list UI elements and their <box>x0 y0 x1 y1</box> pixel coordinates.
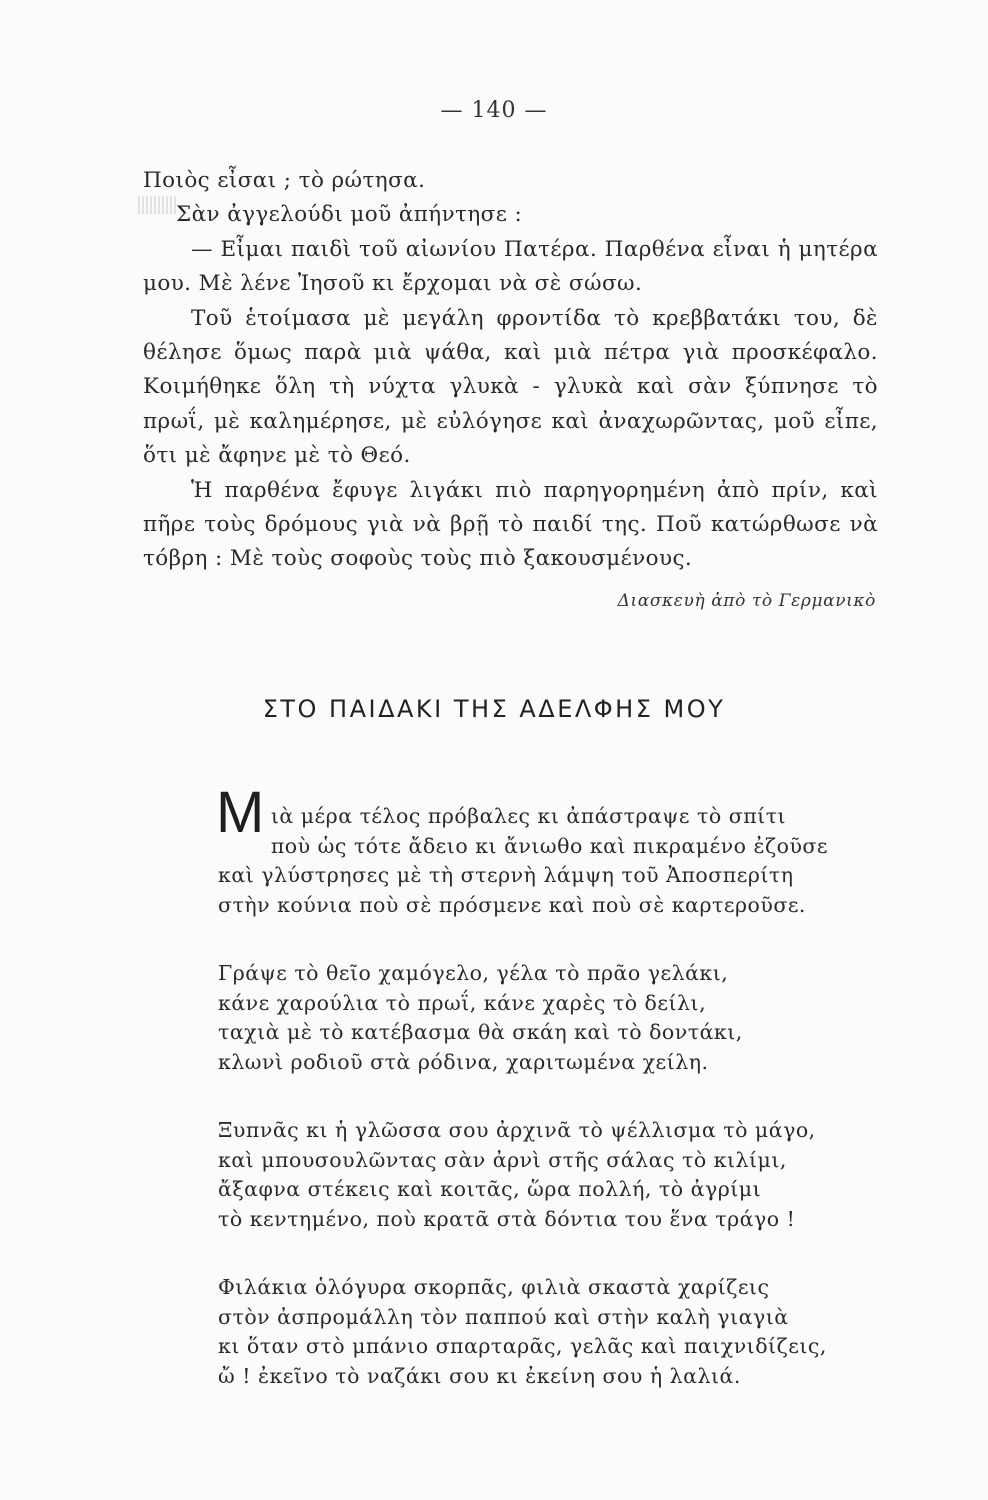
poem-line: ὤ ! ἐκεῖνο τὸ ναζάκι σου κι ἐκείνη σου ἡ λαλιά. <box>218 1363 741 1388</box>
prose-paragraph: Σὰν ἀγγελούδι μοῦ ἀπήντησε : <box>176 202 523 228</box>
poem-line: κάνε χαρούλια τὸ πρωΐ, κάνε χαρὲς τὸ δείλι, <box>218 990 707 1015</box>
prose-paragraph: Ἡ παρθένα ἔφυγε λιγάκι πιὸ παρηγορημένη ἀπὸ πρίν, καὶ πῆρε τοὺς δρόμους γιὰ νὰ βρῇ τὸ παιδί της. Ποῦ κατώρθωσε νὰ τόβρη : Μὲ τοὺς σοφοὺς τοὺς πιὸ ξακουσμένους. <box>143 477 878 572</box>
poem-stanza <box>218 959 858 1077</box>
poem <box>216 780 858 1430</box>
prose-paragraph: — Εἶμαι παιδὶ τοῦ αἰωνίου Πατέρα. Παρθένα εἶναι ἡ μητέρα μου. Μὲ λένε Ἰησοῦ κι ἔρχομαι νὰ σὲ σώσω. <box>143 236 878 297</box>
poem-line: Φιλάκια ὁλόγυρα σκορπᾶς, φιλιὰ σκαστὰ χαρίζεις <box>218 1275 770 1299</box>
poem-line: στὸν ἀσπρομάλλη τὸν παππού καὶ στὴν καλὴ γιαγιὰ <box>218 1304 789 1329</box>
poem-line: στὴν κούνια ποὺ σὲ πρόσμενε καὶ ποὺ σὲ καρτεροῦσε. <box>218 892 806 917</box>
prose-section <box>143 164 878 577</box>
poem-line: ποὺ ὡς τότε ἄδειο κι ἄνιωθο καὶ πικραμένο ἐζοῦσε <box>270 833 829 858</box>
poem-line: καὶ γλύστρησες μὲ τὴ στερνὴ λάμψη τοῦ Ἀποσπερίτη <box>218 863 794 887</box>
poem-stanza <box>218 1273 858 1391</box>
poem-line: Ξυπνᾶς κι ἡ γλῶσσα σου ἀρχινᾶ τὸ ψέλλισμα τὸ μάγο, <box>218 1118 816 1142</box>
poem-title: ΣΤΟ ΠΑΙΔΑΚΙ ΤΗΣ ΑΔΕΛΦΗΣ ΜΟΥ <box>262 695 726 723</box>
attribution: Διασκευὴ ἀπὸ τὸ Γερμανικὸ <box>617 591 876 611</box>
prose-paragraph: Τοῦ ἑτοίμασα μὲ μεγάλη φροντίδα τὸ κρεββατάκι του, δὲ θέλησε ὅμως παρὰ μιὰ ψάθα, καὶ μιὰ πέτρα γιὰ προσκέφαλο. Κοιμήθηκε ὅλη τὴ νύχτα γλυκὰ - γλυκὰ καὶ σὰν ξύπνησε τὸ πρωΐ, μὲ καλημέρησε, μὲ εὐλόγησε καὶ ἀναχωρῶντας, μοῦ εἶπε, ὅτι μὲ ἄφηνε μὲ τὸ Θεό. <box>143 305 878 469</box>
poem-line: ἄξαφνα στέκεις καὶ κοιτᾶς, ὥρα πολλή, τὸ ἀγρίμι <box>218 1177 762 1201</box>
prose-paragraph: Ποιὸς εἶσαι ; τὸ ρώτησα. <box>143 168 426 193</box>
poem-line: Γράψε τὸ θεῖο χαμόγελο, γέλα τὸ πρᾶο γελάκι, <box>218 961 729 985</box>
poem-line: κι ὅταν στὸ μπάνιο σπαρταρᾶς, γελᾶς καὶ παιχνιδίζεις, <box>218 1334 827 1358</box>
drop-cap: Μ <box>216 780 265 845</box>
poem-line: ταχιὰ μὲ τὸ κατέβασμα θὰ σκάη καὶ τὸ δοντάκι, <box>218 1020 743 1044</box>
poem-line: κλωνὶ ροδιοῦ στὰ ρόδινα, χαριτωμένα χείλη. <box>218 1049 709 1074</box>
poem-stanza <box>216 780 858 920</box>
poem-line: τὸ κεντημένο, ποὺ κρατᾶ στὰ δόντια του ἕνα τράγο ! <box>218 1206 796 1231</box>
poem-line: ιὰ μέρα τέλος πρόβαλες κι ἀπάστραψε τὸ σπίτι <box>270 804 787 828</box>
page-number: — 140 — <box>440 98 548 123</box>
poem-line: καὶ μπουσουλῶντας σὰν ἀρνὶ στῆς σάλας τὸ κιλίμι, <box>218 1147 787 1172</box>
poem-stanza <box>218 1116 858 1234</box>
